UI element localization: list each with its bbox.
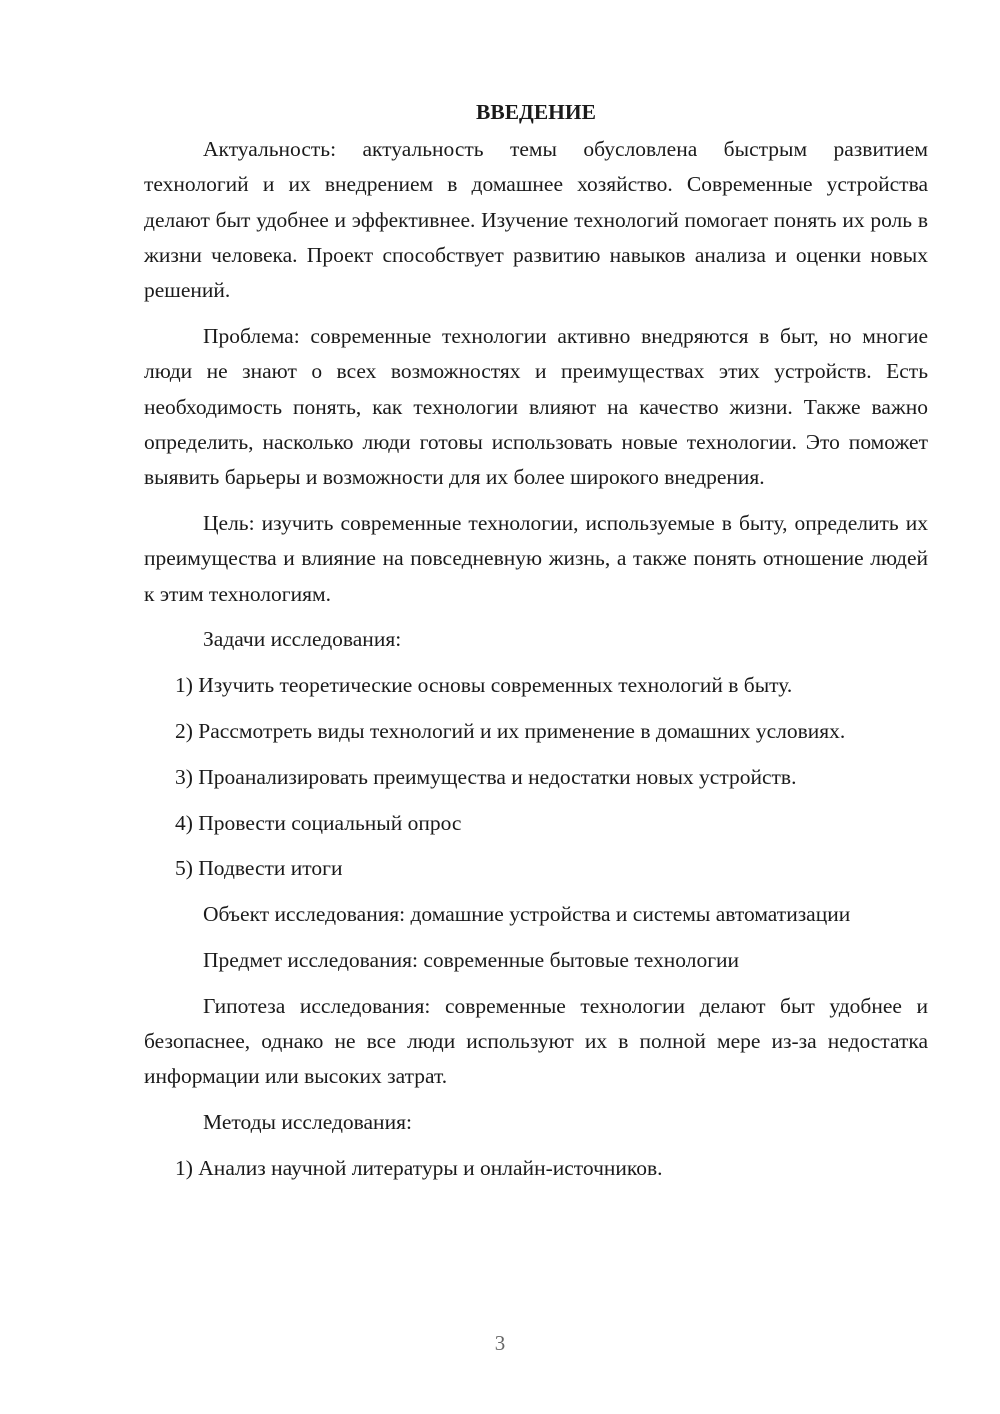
task-item-5: 5) Подвести итоги xyxy=(175,856,343,881)
task-item-2: 2) Рассмотреть виды технологий и их применение в домашних условиях. xyxy=(175,718,846,743)
paragraph-problem: Проблема: современные технологии активно внедряются в быт, но многие люди не знают о всех возможностях и преимуществах этих устройств. Есть необходимость понять, как технологии влияют на качество жизни. Также важно определить, насколько люди готовы использовать новые технологии. Это поможет выявить барьеры и возможности для их более широкого внедрения. xyxy=(144,323,928,490)
paragraph-relevance: Актуальность: актуальность темы обусловлена быстрым развитием технологий и их внедрением в домашнее хозяйство. Современные устройства делают быт удобнее и эффективнее. Изучение технологий помогает понять их роль в жизни человека. Проект способствует развитию навыков анализа и оценки новых решений. xyxy=(144,137,928,303)
page-number: 3 xyxy=(494,1331,506,1355)
method-item-1: 1) Анализ научной литературы и онлайн-источников. xyxy=(175,1155,663,1180)
paragraph-methods-heading: Методы исследования: xyxy=(203,1110,412,1135)
paragraph-subject: Предмет исследования: современные бытовые технологии xyxy=(203,947,740,972)
section-title: ВВЕДЕНИЕ xyxy=(476,100,596,124)
paragraph-goal: Цель: изучить современные технологии, используемые в быту, определить их преимущества и влияние на повседневную жизнь, а также понять отношение людей к этим технологиям. xyxy=(144,510,928,606)
task-item-1: 1) Изучить теоретические основы современных технологий в быту. xyxy=(175,673,793,698)
task-item-3: 3) Проанализировать преимущества и недостатки новых устройств. xyxy=(175,764,797,789)
document-page xyxy=(144,92,928,1197)
task-item-4: 4) Провести социальный опрос xyxy=(175,810,462,835)
paragraph-tasks-heading: Задачи исследования: xyxy=(203,627,402,652)
paragraph-hypothesis: Гипотеза исследования: современные технологии делают быт удобнее и безопаснее, однако не все люди используют их в полной мере из-за недостатка информации или высоких затрат. xyxy=(144,993,928,1089)
paragraph-object: Объект исследования: домашние устройства и системы автоматизации xyxy=(203,902,851,927)
